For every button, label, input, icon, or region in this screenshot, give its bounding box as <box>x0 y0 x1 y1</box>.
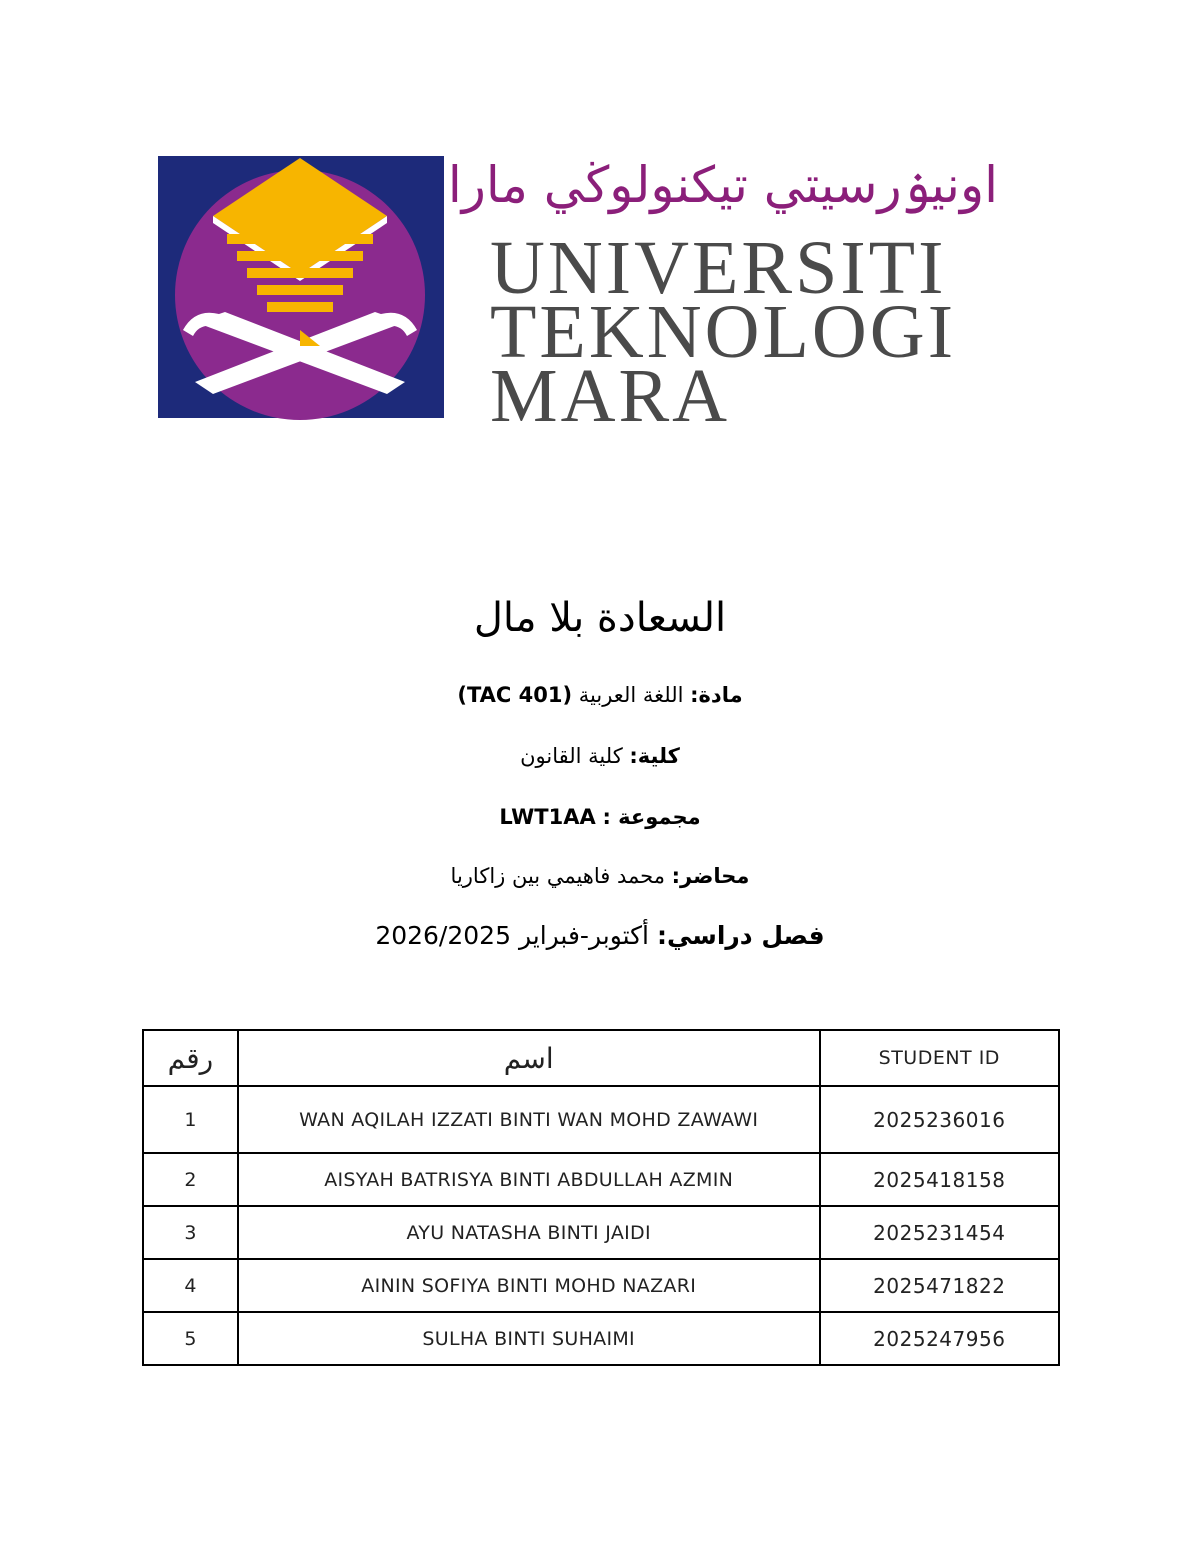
row-name: AYU NATASHA BINTI JAIDI <box>238 1206 820 1259</box>
group-label: مجموعة : <box>602 805 701 829</box>
row-student-id: 2025236016 <box>820 1086 1059 1153</box>
wordmark-line-1: UNIVERSITI <box>490 226 947 310</box>
group-value: LWT1AA <box>499 805 596 829</box>
wordmark-line-2: TEKNOLOGI <box>490 290 957 374</box>
subject-label: مادة: <box>690 683 743 707</box>
header-student-id: STUDENT ID <box>820 1030 1059 1086</box>
row-student-id: 2025231454 <box>820 1206 1059 1259</box>
lecturer-line <box>0 860 1200 892</box>
subject-code: (TAC 401) <box>457 683 573 707</box>
row-name: WAN AQILAH IZZATI BINTI WAN MOHD ZAWAWI <box>238 1086 820 1153</box>
student-table <box>142 1029 1060 1366</box>
faculty-line <box>0 740 1200 772</box>
row-student-id: 2025247956 <box>820 1312 1059 1365</box>
semester-line <box>0 920 1200 952</box>
row-name: AININ SOFIYA BINTI MOHD NAZARI <box>238 1259 820 1312</box>
row-number: 2 <box>143 1153 238 1206</box>
subject-value: اللغة العربية <box>578 683 684 707</box>
semester-value: أكتوبر-فبراير <box>518 921 650 950</box>
wordmark-line-3: MARA <box>490 354 731 438</box>
row-number: 1 <box>143 1086 238 1153</box>
semester-label: فصل دراسي: <box>656 921 825 950</box>
subject-line <box>0 679 1200 711</box>
uitm-emblem-icon <box>155 150 445 420</box>
row-name: AISYAH BATRISYA BINTI ABDULLAH AZMIN <box>238 1153 820 1206</box>
semester-year: 2026/2025 <box>375 921 511 950</box>
table-row <box>143 1259 1059 1312</box>
row-number: 3 <box>143 1206 238 1259</box>
faculty-value: كلية القانون <box>520 744 623 768</box>
lecturer-value: محمد فاهيمي بين زاكاريا <box>450 864 665 888</box>
table-row <box>143 1153 1059 1206</box>
row-number: 5 <box>143 1312 238 1365</box>
row-name: SULHA BINTI SUHAIMI <box>238 1312 820 1365</box>
table-row <box>143 1206 1059 1259</box>
header-number: رقم <box>143 1030 238 1086</box>
header-name: اسم <box>238 1030 820 1086</box>
university-wordmark <box>447 150 1030 438</box>
table-header-row <box>143 1030 1059 1086</box>
row-student-id: 2025418158 <box>820 1153 1059 1206</box>
table-row <box>143 1312 1059 1365</box>
faculty-label: كلية: <box>629 744 680 768</box>
row-number: 4 <box>143 1259 238 1312</box>
university-logo <box>155 150 1035 440</box>
document-title: السعادة بلا مال <box>473 595 727 641</box>
table-row <box>143 1086 1059 1153</box>
group-line <box>0 801 1200 833</box>
row-student-id: 2025471822 <box>820 1259 1059 1312</box>
jawi-name: اونيۏرسيتي تيكنولوڬي مارا <box>447 156 998 214</box>
lecturer-label: محاضر: <box>671 864 750 888</box>
